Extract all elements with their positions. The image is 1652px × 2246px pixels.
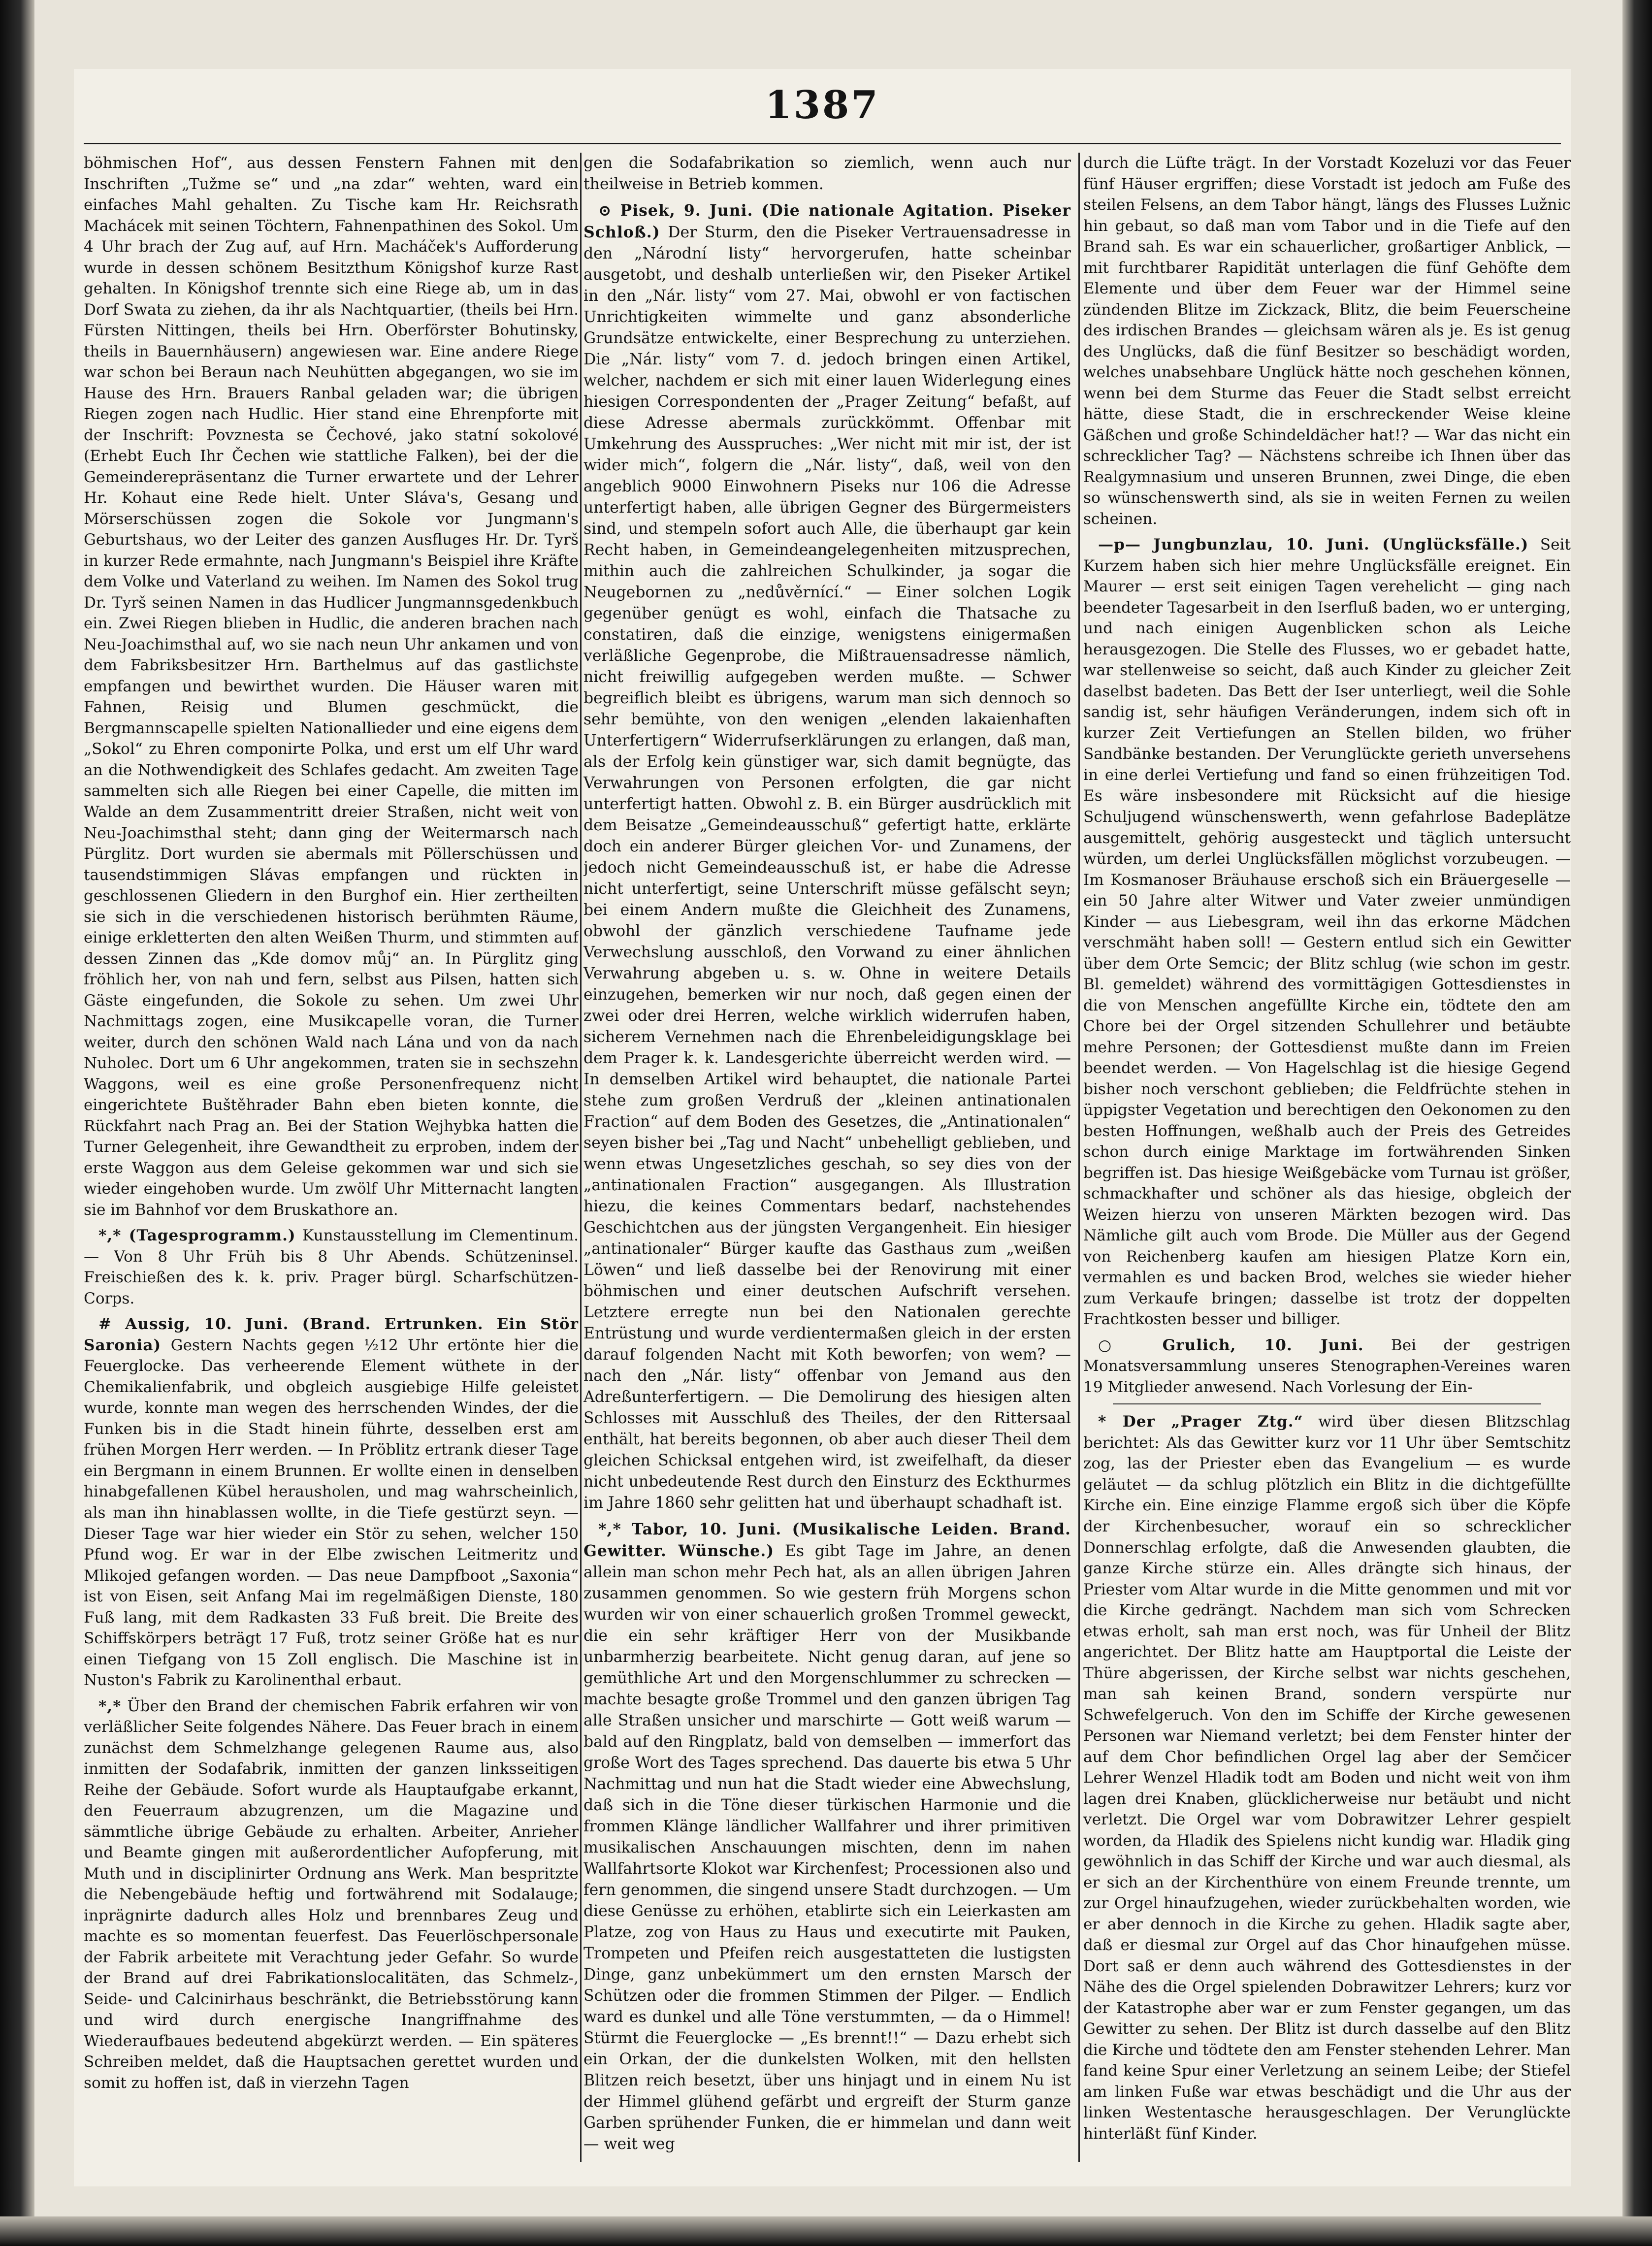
article-dateline: * Der „Prager Ztg.“ <box>1098 1413 1303 1431</box>
article <box>1083 153 1571 529</box>
section-rule <box>1113 1403 1541 1404</box>
article <box>84 1225 579 1309</box>
article-text: Kunstausstellung im Clementinum. — Von 8 Uhr Früh bis 8 Uhr Abends. Schützeninsel. Freischießen des k. k. priv. Prager bürgl. Scharfschützen-Corps. <box>84 1227 579 1307</box>
article-text: Seit Kurzem haben sich hier mehre Unglücksfälle ereignet. Ein Maurer — erst seit einigen Tagen verehelicht — ging nach beendeter Tagesarbeit in den Iserfluß baden, wo er unterging, und nach einigen Augenblicken schon als Leiche herausgezogen. Die Stelle des Flusses, wo er gebadet hatte, war stellenweise so seicht, daß auch Kinder zu gleicher Zeit daselbst badeten. Das Bett der Iser unterliegt, weil die Sohle sandig ist, sehr häufigen Veränderungen, indem sich oft in kurzer Zeit Vertiefungen an Stellen bilden, wo früher Sandbänke bestanden. Der Verunglückte gerieth unversehens in eine derlei Vertiefung und fand so einen frühzeitigen Tod. Es wäre insbesondere mit Rücksicht auf die hiesige Schuljugend wünschenswerth, wenn gefahrlose Badeplätze ausgemittelt, gehörig ausgesteckt und täglich untersucht würden, um derlei Unglücksfällen möglichst vorzubeugen. — Im Kosmanoser Bräuhause erschoß sich ein Bräuergeselle — ein 50 Jahre alter Witwer und Vater zweier unmündigen Kinder — aus Liebesgram, weil ihn das erkorne Mädchen verschmäht haben soll! — Gestern entlud sich ein Gewitter über dem Orte Semcic; der Blitz schlug (wie schon im gestr. Bl. gemeldet) während des vormittägigen Gottesdienstes in die von Menschen angefüllte Kirche ein, tödtete den am Chore bei der Orgel sitzenden Schullehrer und betäubte mehre Personen; der Gottesdienst mußte dann im Freien beendet werden. — Von Hagelschlag ist die hiesige Gegend bisher noch verschont geblieben; die Feldfrüchte stehen in üppigster Vegetation und berechtigen den Oekonomen zu den besten Hoffnungen, weßhalb auch der Preis des Getreides schon durch einige Marktage im fortwährenden Sinken begriffen ist. Das hiesige Weißgebäcke vom Turnau ist größer, schmackhafter und schöner als das hiesige, obgleich der Weizen hierzu von unseren Märkten bezogen wird. Das Nämliche gilt auch vom Brode. Die Müller aus der Gegend von Reichenberg kaufen am hiesigen Platze Korn ein, vermahlen es und backen Brod, welches sie wieder hieher zum Verkaufe bringen; dasselbe ist trotz der doppelten Frachtkosten besser und billiger. <box>1083 536 1571 1329</box>
article-dateline: ⊙ Pisek, 9. Juni. (Die nationale Agitation. Piseker Schloß.) <box>583 201 1071 241</box>
scan-border-bottom <box>0 2216 1652 2246</box>
article-text: gen die Sodafabrikation so ziemlich, wenn auch nur theilweise in Betrieb kommen. <box>583 154 1071 193</box>
scan-border-right <box>1622 0 1652 2246</box>
article <box>84 1696 579 2094</box>
article <box>84 1314 579 1691</box>
article <box>84 153 579 1220</box>
article-dateline: *,* Tabor, 10. Juni. (Musikalische Leiden. Brand. Gewitter. Wünsche.) <box>583 1520 1071 1560</box>
article-text: Es gibt Tage im Jahre, an denen allein man schon mehr Pech hat, als an allen übrigen Jahren zusammen genommen. So wie gestern früh Morgens schon wurden wir von einer schauerlich großen Trommel geweckt, die ein sehr kräftiger Herr von der Musikbande unbarmherzig bearbeitete. Nicht genug daran, auf jene so gemüthliche Art und den Morgenschlummer zu schrecken — machte besagte große Trommel und den ganzen übrigen Tag alle Straßen unsicher und marschirte — Gott weiß warum — bald auf den Ringplatz, bald von demselben — immerfort das große Wort des Tages sprechend. Das dauerte bis etwa 5 Uhr Nachmittag und nun hat die Stadt wieder eine Abwechslung, daß sich in die Töne dieser türkischen Harmonie und die frommen Klänge ländlicher Wallfahrer und ihrer primitiven musikalischen Anschauungen mischten, denn im nahen Wallfahrtsorte Klokot war Kirchenfest; Processionen also und fern genommen, die singend unsere Stadt durchzogen. — Um diese Genüsse zu erhöhen, etablirte sich ein Leierkasten am Platze, zog von Haus zu Haus und executirte mit Pauken, Trompeten und Pfeifen reich ausgestatteten die lustigsten Dinge, ganz unbekümmert um den ernsten Marsch der Schützen oder die frommen Stimmen der Pilger. — Endlich ward es dunkel und alle Töne verstummten, — da o Himmel! Stürmt die Feuerglocke — „Es brennt!!“ — Dazu erhebt sich ein Orkan, der die dunkelsten Wolken, mit den hellsten Blitzen reich besetzt, über uns hinjagt und in einem Nu ist der Himmel glühend gefärbt und ergreift der Sturm ganze Garben sprühender Funken, die er himmelan und dann weit — weit weg <box>583 1542 1071 2153</box>
article-dateline: # Aussig, 10. Juni. (Brand. Ertrunken. Ein Stör Saronia) <box>84 1315 579 1354</box>
article-text: durch die Lüfte trägt. In der Vorstadt Kozeluzi vor das Feuer fünf Häuser ergriffen; diese Vorstadt ist jedoch am Fuße des steilen Felsens, an dem Tabor hängt, längs des Flusses Lužnic hin gebaut, so daß man vom Tabor und in die Tiefe auf den Brand sah. Es war ein schauerlicher, großartiger Anblick, — mit furchtbarer Rapidität unterlagen die fünf Gehöfte dem Elemente und über dem Feuer war der Himmel seine zündenden Blitze im Zickzack, Blitz, die beim Feuerscheine des irdischen Brandes — gleichsam wären als je. Es ist genug des Unglücks, daß die fünf Besitzer so beschädigt worden, welches unabsehbare Unglück hätte noch geschehen können, wenn bei dem Sturme das Feuer die Stadt selbst erreicht hätte, diese Stadt, die in erschreckender Weise kleine Gäßchen und große Schindeldächer hat!? — War das nicht ein schrecklicher Tag? — Nächstens schreibe ich Ihnen über das Realgymnasium und unseren Brunnen, zwei Dinge, die eben so wünschenswerth sind, als sie in weiten Fernen zu weilen scheinen. <box>1083 154 1571 528</box>
article <box>583 153 1071 195</box>
article-dateline: *,* (Tagesprogramm.) <box>98 1227 296 1245</box>
article <box>1083 1411 1571 2144</box>
column-3 <box>1083 153 1571 2162</box>
article <box>1083 534 1571 1330</box>
article <box>583 1519 1071 2155</box>
article-text: böhmischen Hof“, aus dessen Fenstern Fahnen mit den Inschriften „Tužme se“ und „na zdar“ wehten, ward ein einfaches Mahl gehalten. Zu Tische kam Hr. Reichsrath Machácek mit seinen Töchtern, Fahnenpathinen des Sokol. Um 4 Uhr brach der Zug auf, auf Hrn. Macháček's Aufforderung wurde in dessen schönem Besitzthum Königshof kurze Rast gehalten. In Königshof trennte sich eine Riege ab, um in das Dorf Swata zu ziehen, da ihr als Nachtquartier, (theils bei Hrn. Fürsten Nittingen, theils bei Hrn. Oberförster Bohutinsky, theils in Bauernhäusern) angewiesen war. Eine andere Riege war schon bei Beraun nach Neuhütten abgegangen, wo sie im Hause des Hrn. Brauers Ranbal geladen war; die übrigen Riegen zogen nach Hudlic. Hier stand eine Ehrenpforte mit der Inschrift: Povznesta se Čechové, jako statní sokolové (Erhebt Euch Ihr Čechen wie stattliche Falken), bei der die Gemeinderepräsentanz die Turner erwartete und der Lehrer Hr. Kohaut eine Rede hielt. Unter Sláva's, Gesang und Mörserschüssen zogen die Sokole vor Jungmann's Geburtshaus, wo der Leiter des ganzen Ausfluges Hr. Dr. Tyrš in kurzer Rede ermahnte, nach Jungmann's Beispiel ihre Kräfte dem Volke und Vaterland zu weihen. Im Namen des Sokol trug Dr. Tyrš seinen Namen in das Hudlicer Jungmannsgedenkbuch ein. Zwei Riegen blieben in Hudlic, die anderen brachen nach Neu-Joachimsthal auf, wo sie nach neun Uhr ankamen und von dem Fabriksbesitzer Hrn. Barthelmus auf das gastlichste empfangen und bewirthet wurden. Die Häuser waren mit Fahnen, Reisig und Blumen geschmückt, die Bergmannscapelle spielten Nationallieder und eine eigens dem „Sokol“ zu Ehren componirte Polka, und erst um elf Uhr ward an die Nothwendigkeit des Schlafes gedacht. Am zweiten Tage sammelten sich alle Riegen bei einer Capelle, die mitten im Walde an dem Zusammentritt dreier Straßen, nicht weit von Neu-Joachimsthal steht; dann ging der Weitermarsch nach Pürglitz. Dort wurden sie abermals mit Pöllerschüssen und tausendstimmigen Slávas empfangen und rückten in geschlossenen Gliedern in den Burghof ein. Hier zertheilten sie sich in die verschiedenen historisch berühmten Räume, einige erkletterten den alten Weißen Thurm, und stimmten auf dessen Zinnen das „Kde domov můj“ an. In Pürglitz ging fröhlich her, von nah und fern, selbst aus Pilsen, hatten sich Gäste eingefunden, die Sokole zu sehen. Um zwei Uhr Nachmittags zogen, eine Musikcapelle voran, die Turner weiter, durch den schönen Wald nach Lána und von da nach Nuholec. Dort um 6 Uhr angekommen, traten sie in sechszehn Waggons, weil es eine große Personenfrequenz nicht eingerichtete Buštěhrader Bahn eben bieten konnte, die Rückfahrt nach Prag an. Bei der Station Wejhybka hatten die Turner Gelegenheit, ihre Gewandtheit zu erproben, indem der erste Waggon aus dem Geleise gekommen war und sich sie wieder eingehoben wurde. Um zwölf Uhr Mitternacht langten sie im Bahnhof vor dem Bruskathore an. <box>84 154 579 1219</box>
column-divider-2 <box>1078 153 1080 2162</box>
article-dateline: —p— Jungbunzlau, 10. Juni. (Unglücksfälle.) <box>1098 536 1529 554</box>
column-2 <box>583 153 1071 2162</box>
column-1 <box>84 153 579 2162</box>
article-dateline: *,* <box>98 1697 122 1715</box>
article-text: Der Sturm, den die Piseker Vertrauensadresse in den „Národní listy“ hervorgerufen, hatte scheinbar ausgetobt, und deshalb unterließen wir, den Piseker Artikel in den „Nár. listy“ vom 27. Mai, obwohl er von factischen Unrichtigkeiten wimmelte und ganz absonderliche Grundsätze entwickelte, einer Besprechung zu unterziehen. Die „Nár. listy“ vom 7. d. jedoch bringen einen Artikel, welcher, nachdem er sich mit einer lauen Widerlegung eines hiesigen Correspondenten der „Prager Zeitung“ befaßt, auf diese Adresse abermals zurückkömmt. Offenbar mit Umkehrung des Ausspruches: „Wer nicht mit mir ist, der ist wider mich“, folgern die „Nár. listy“, daß, weil von den angeblich 9000 Einwohnern Piseks nur 106 die Adresse unterfertigt haben, alle übrigen Gegner des Bürgermeisters sind, und stempeln sofort auch Alle, die überhaupt gar kein Recht haben, in Gemeindeangelegenheiten mitzusprechen, mithin auch die zahlreichen Schulkinder, ja sogar die Neugebornen zu „nedůvěrnící.“ — Einer solchen Logik gegenüber genügt es wohl, einfach die Thatsache zu constatiren, daß die einzige, wenigstens einigermaßen verläßliche Gegenprobe, die Mißtrauensadresse nämlich, nicht freiwillig aufgegeben werden mußte. — Schwer begreiflich bleibt es übrigens, warum man sich dennoch so sehr bemühte, von den wenigen „elenden lakaienhaften Unterfertigern“ Widerrufserklärungen zu erlangen, daß man, als der Erfolg kein günstiger war, sich damit begnügte, das Verwahrungen von Personen erfolgten, die gar nicht unterfertigt hatten. Obwohl z. B. ein Bürger ausdrücklich mit dem Beisatze „Gemeindeausschuß“ gefertigt hatte, erklärte doch ein anderer Bürger gleichen Vor- und Zunamens, der jedoch nicht Gemeindeausschuß ist, er habe die Adresse nicht unterfertigt, seine Unterschrift müsse gefälscht seyn; bei einem Andern mußte die Gleichheit des Zunamens, obwohl der gänzlich verschiedene Taufname jede Verwechslung ausschloß, den Vorwand zu einer ähnlichen Verwahrung abgeben u. s. w. Ohne in weitere Details einzugehen, bemerken wir nur noch, daß gegen einen der zwei oder drei Herren, welche wirklich widerrufen haben, sicherem Vernehmen nach die Ehrenbeleidigungsklage bei dem Prager k. k. Landesgerichte überreicht werden wird. — In demselben Artikel wird behauptet, die nationale Partei stehe zum großen Verdruß der „kleinen antinationalen Fraction“ auf dem Boden des Gesetzes, die „Antinationalen“ seyen bisher bei „Tag und Nacht“ unbehelligt geblieben, und wenn etwas Ungesetzliches geschah, so sey dies von der „antinationalen Fraction“ ausgegangen. Als Illustration hiezu, die keines Commentars bedarf, nachstehendes Geschichtchen aus der jüngsten Vergangenheit. Ein hiesiger „antinationaler“ Bürger kaufte das Gasthaus zum „weißen Löwen“ und ließ dasselbe bei der Renovirung mit einer böhmischen und einer deutschen Aufschrift versehen. Letztere erregte nun bei den Nationalen gerechte Entrüstung und wurde verdientermaßen gleich in der ersten darauf folgenden Nacht mit Koth beworfen; von wem? — nach den „Nár. listy“ offenbar von Jemand aus den Adreßunterfertigern. — Die Demolirung des hiesigen alten Schlosses mit Ausschluß des Theiles, der den Rittersaal enthält, hat bereits begonnen, ob aber auch dieser Theil dem gleichen Schicksal entgehen wird, ist zweifelhaft, da dieser nicht unbedeutende Rest durch den Einsturz des Eckthurmes im Jahre 1860 sehr gelitten hat und überhaupt schadhaft ist. <box>583 224 1071 1512</box>
article-text: wird über diesen Blitzschlag berichtet: Als das Gewitter kurz vor 11 Uhr über Semtschitz zog, las der Priester eben das Evangelium — es wurde geläutet — da schlug plötzlich ein Blitz in die dichtgefüllte Kirche ein. Eine einzige Flamme ergoß sich über die Köpfe der Kirchenbesucher, worauf ein so schrecklicher Donnerschlag erfolgte, daß die Anwesenden glaubten, die ganze Kirche stürze ein. Alles drängte sich hinaus, der Priester vom Altar wurde in die Mitte genommen und mit vor die Kirche gedrängt. Nachdem man sich vom Schrecken etwas erholt, sah man erst noch, was für Unheil der Blitz angerichtet. Der Blitz hatte am Hauptportal die Leiste der Thüre abgerissen, der Kirche selbst war nichts geschehen, man sah keinen Brand, sondern verspürte nur Schwefelgeruch. Von den im Schiffe der Kirche gewesenen Personen war Niemand verletzt; bei dem Fenster hinter der auf dem Chor befindlichen Orgel lag aber der Semčicer Lehrer Wenzel Hladik todt am Boden und nicht weit von ihm lagen drei Knaben, glücklicherweise nur betäubt und nicht verletzt. Die Orgel war vom Dobrawitzer Lehrer gespielt worden, da Hladik des Spielens nicht kundig war. Hladik ging gewöhnlich in das Schiff der Kirche und war auch diesmal, als er sich an der Kirchenthüre von einem Freunde trennte, um zur Orgel hinaufzugehen, wieder zurückbehalten worden, wie er aber dennoch in die Kirche zu gehen. Hladik sagte aber, daß er diesmal zur Orgel auf das Chor hinaufgehen müsse. Dort saß er denn auch während des Gottesdienstes in der Nähe des die Orgel spielenden Dobrawitzer Lehrers; kurz vor der Katastrophe aber war er zum Fenster gegangen, um das Gewitter zu sehen. Der Blitz ist durch dasselbe auf den Blitz die Kirche und tödtete den am Fenster stehenden Lehrer. Man fand keine Spur einer Verletzung an seinem Leibe; der Stiefel am linken Fuße war etwas beschädigt und die Uhr aus der linken Westentasche herausgeschlagen. Der Verunglückte hinterläßt fünf Kinder. <box>1083 1413 1571 2143</box>
scan-border-left <box>0 0 34 2246</box>
article <box>1083 1335 1571 1398</box>
article-text: Gestern Nachts gegen ½12 Uhr ertönte hier die Feuerglocke. Das verheerende Element wüthete in der Chemikalienfabrik, und obgleich ausgiebige Hilfe geleistet wurde, konnte man wegen des herrschenden Windes, der die Funken bis in die Stadt hinein führte, desselben erst am frühen Morgen Herr werden. — In Pröblitz ertrank dieser Tage ein Bergmann in einem Brunnen. Er wollte einen in denselben hinabgefallenen Kübel herausholen, und mag wahrscheinlich, als man ihn hinablassen wollte, in die Tiefe gestürzt seyn. — Dieser Tage war hier wieder ein Stör zu sehen, welcher 150 Pfund wog. Er war in der Elbe zwischen Leitmeritz und Mlikojed gefangen worden. — Das neue Dampfboot „Saxonia“ ist von Eisen, seit Anfang Mai im regelmäßigen Dienste, 180 Fuß lang, mit dem Radkasten 33 Fuß breit. Die Breite des Schiffskörpers beträgt 17 Fuß, trotz seiner Größe hat es nur einen Tiefgang von 15 Zoll englisch. Die Maschine ist in Nuston's Fabrik zu Karolinenthal erbaut. <box>84 1336 579 1690</box>
article-text: Über den Brand der chemischen Fabrik erfahren wir von verläßlicher Seite folgendes Nähere. Das Feuer brach in einem zunächst dem Schmelzhange gelegenen Raume aus, also inmitten der Sodafabrik, inmitten der ganzen linksseitigen Reihe der Gebäude. Sofort wurde als Hauptaufgabe erkannt, den Feuerraum abzugrenzen, um die Magazine und sämmtliche übrige Gebäude zu erhalten. Arbeiter, Anrieher und Beamte gingen mit außerordentlicher Aufopferung, mit Muth und in disciplinirter Ordnung ans Werk. Man bespritzte die Nebengebäude heftig und fortwährend mit Sodalauge; inprägnirte dadurch alles Holz und brennbares Zeug und machte es so momentan feuerfest. Das Feuerlöschpersonale der Fabrik arbeitete mit Verachtung jeder Gefahr. So wurde der Brand auf drei Fabrikationslocalitäten, das Schmelz-, Seide- und Calcinirhaus beschränkt, die Betriebsstörung kann und wird durch energische Inangriffnahme des Wiederaufbaues bedeutend abgekürzt werden. — Ein späteres Schreiben meldet, daß die Hauptsachen gerettet wurden und somit zu hoffen ist, daß in vierzehn Tagen <box>84 1697 579 2092</box>
header-rule <box>84 143 1561 144</box>
page-number: 1387 <box>765 83 880 128</box>
article-text: Bei der gestrigen Monatsversammlung unseres Stenographen-Vereines waren 19 Mitglieder anwesend. Nach Vorlesung der Ein- <box>1083 1336 1571 1396</box>
article-dateline: ○ Grulich, 10. Juni. <box>1098 1336 1364 1354</box>
newspaper-page <box>74 69 1571 2186</box>
article <box>583 200 1071 1514</box>
column-divider-1 <box>580 153 582 2162</box>
